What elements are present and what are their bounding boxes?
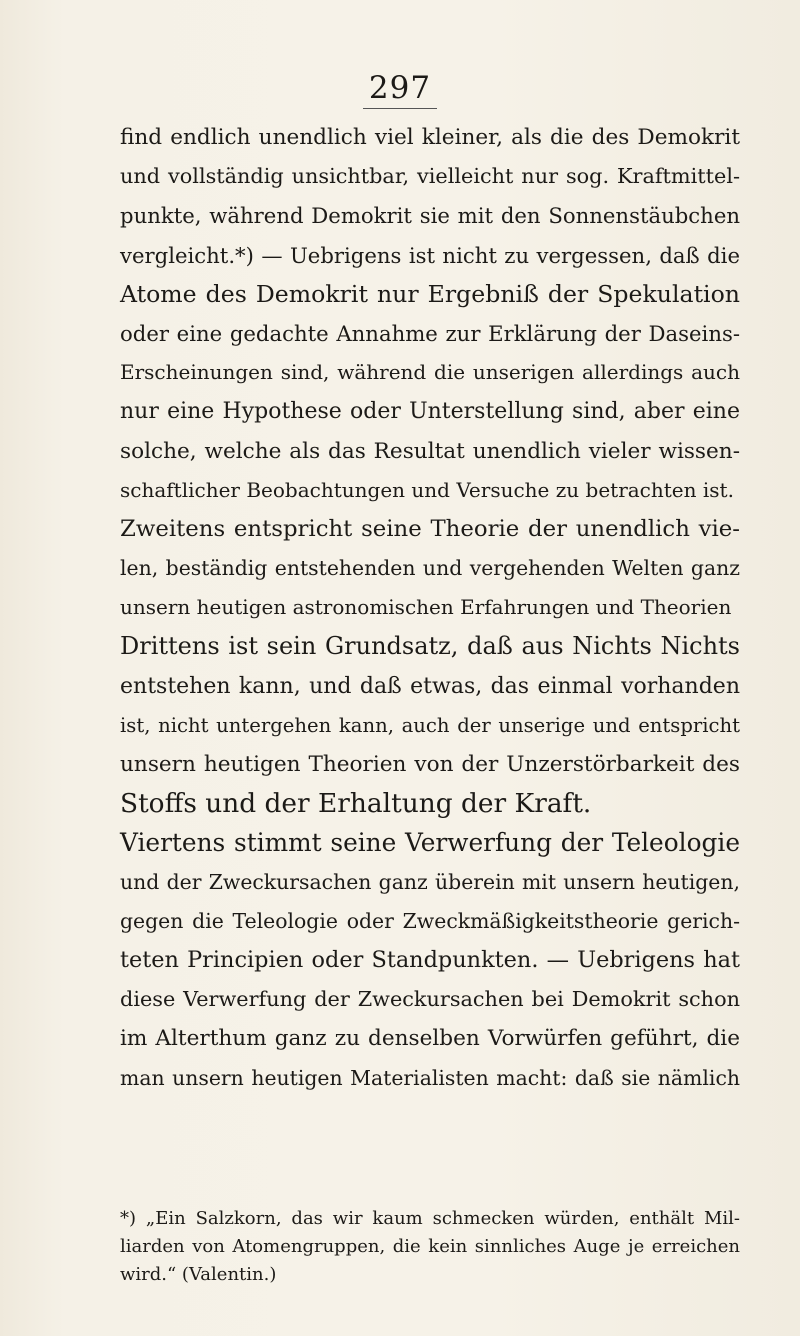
footnote-line: *) „Ein Salzkorn, das wir kaum schmecken würden, enthält Mil- bbox=[120, 1208, 740, 1229]
text-line: Stoffs und der Erhaltung der Kraft. bbox=[120, 788, 592, 820]
text-line: gegen die Teleologie oder Zweckmäßigkeitstheorie gerich- bbox=[120, 908, 740, 933]
text-line: unsern heutigen Theorien von der Unzerstörbarkeit des bbox=[120, 752, 740, 777]
footnote-line: wird.“ (Valentin.) bbox=[120, 1264, 277, 1285]
text-line: nur eine Hypothese oder Unterstellung sind, aber eine bbox=[120, 399, 740, 425]
text-line: punkte, während Demokrit sie mit den Sonnenstäubchen bbox=[120, 203, 740, 229]
text-line: Erscheinungen sind, während die unserigen allerdings auch bbox=[120, 360, 740, 385]
text-line: und vollständig unsichtbar, vielleicht nur sog. Kraftmittel- bbox=[120, 164, 740, 189]
text-line: diese Verwerfung der Zweckursachen bei Demokrit schon bbox=[120, 987, 740, 1012]
text-line: teten Principien oder Standpunkten. — Uebrigens hat bbox=[120, 946, 740, 973]
text-line: ist, nicht untergehen kann, auch der unserige und entspricht bbox=[120, 713, 740, 737]
footnote-line: liarden von Atomengruppen, die kein sinnliches Auge je erreichen bbox=[120, 1236, 740, 1257]
text-line: Drittens ist sein Grundsatz, daß aus Nichts Nichts bbox=[120, 632, 740, 661]
text-line: im Alterthum ganz zu denselben Vorwürfen geführt, die bbox=[120, 1026, 740, 1052]
text-line: man unsern heutigen Materialisten macht: daß sie nämlich bbox=[120, 1065, 740, 1090]
text-line: und der Zweckursachen ganz überein mit unsern heutigen, bbox=[120, 869, 740, 894]
text-line: Zweitens entspricht seine Theorie der unendlich vie- bbox=[120, 515, 740, 542]
text-line: vergleicht.*) — Uebrigens ist nicht zu vergessen, daß die bbox=[120, 242, 740, 268]
page-number: 297 bbox=[0, 70, 800, 109]
text-line: schaftlicher Beobachtungen und Versuche zu betrachten ist. bbox=[120, 477, 734, 502]
text-line: find endlich unendlich viel kleiner, als die des Demokrit bbox=[120, 125, 740, 150]
text-line: Atome des Demokrit nur Ergebniß der Spekulation bbox=[120, 279, 740, 308]
body-text bbox=[120, 118, 740, 1098]
footnote bbox=[120, 1205, 740, 1289]
text-line: solche, welche als das Resultat unendlich vieler wissen- bbox=[120, 438, 740, 464]
text-line: oder eine gedachte Annahme zur Erklärung der Daseins- bbox=[120, 320, 740, 346]
text-line: Viertens stimmt seine Verwerfung der Teleologie bbox=[120, 828, 740, 858]
text-line: unsern heutigen astronomischen Erfahrungen und Theorien bbox=[120, 595, 732, 620]
text-line: entstehen kann, und daß etwas, das einmal vorhanden bbox=[120, 673, 740, 699]
text-line: len, beständig entstehenden und vergehenden Welten ganz bbox=[120, 556, 740, 581]
